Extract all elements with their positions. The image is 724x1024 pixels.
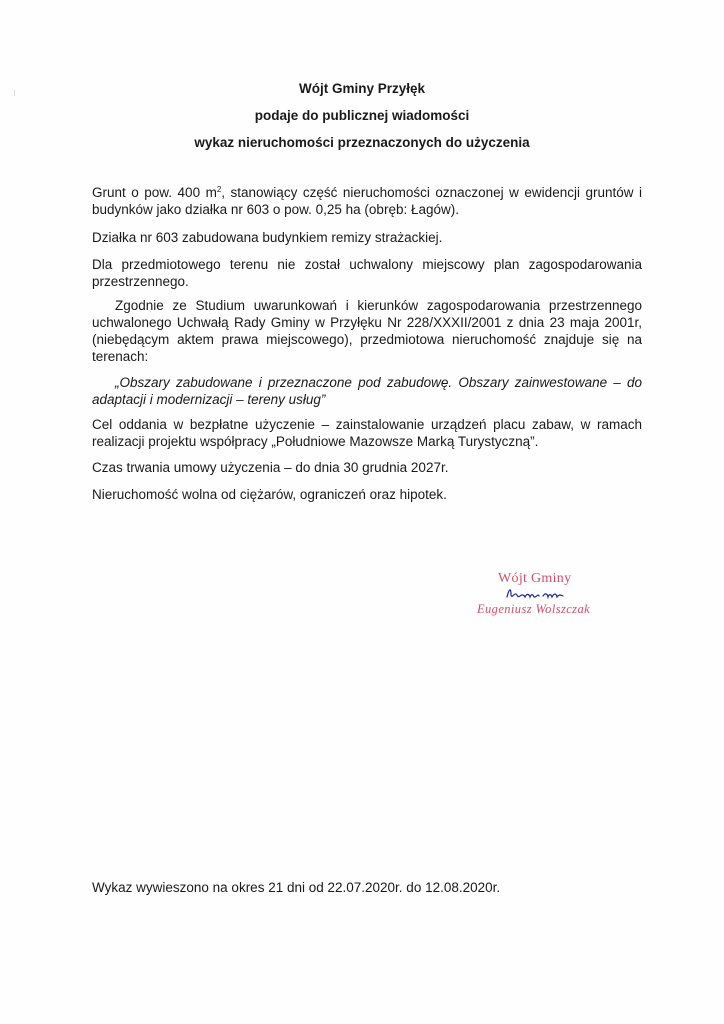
paragraph-land-designation-quote: „Obszary zabudowane i przeznaczone pod zabudowę. Obszary zainwestowane – do adaptacji i modernizacji – tereny usług” <box>92 375 642 407</box>
paragraph-purpose: Cel oddania w bezpłatne użyczenie – zainstalowanie urządzeń placu zabaw, w ramach realizacji projektu współpracy „Południowe Mazowsze Marką Turystyczną”. <box>92 417 642 449</box>
paragraph-land-description <box>92 184 642 218</box>
handwritten-signature <box>505 585 567 601</box>
paragraph-building: Działka nr 603 zabudowana budynkiem remizy strażackiej. <box>92 230 443 245</box>
paragraph-encumbrances: Nieruchomość wolna od ciężarów, ograniczeń oraz hipotek. <box>92 487 447 502</box>
stamp-name: Eugeniusz Wolszczak <box>477 602 591 616</box>
area-unit-superscript: 2 <box>216 185 222 194</box>
document-author-heading: Wójt Gminy Przyłęk <box>298 81 426 96</box>
land-area-text: Grunt o pow. 400 m <box>92 185 217 200</box>
stamp-title: Wójt Gminy <box>498 571 572 586</box>
paragraph-duration: Czas trwania umowy użyczenia – do dnia 30 grudnia 2027r. <box>92 460 449 475</box>
posting-period-note: Wykaz wywieszono na okres 21 dni od 22.07.2020r. do 12.08.2020r. <box>92 880 501 895</box>
document-announcement-heading: podaje do publicznej wiadomości <box>254 108 470 123</box>
land-parcel-text: , stanowiący część nieruchomości oznaczonej w ewidencji gruntów i budynków jako działka nr 603 o pow. 0,25 ha (obręb: Łagów). <box>92 185 642 217</box>
document-title: wykaz nieruchomości przeznaczonych do użyczenia <box>194 135 530 150</box>
paragraph-study-reference: Zgodnie ze Studium uwarunkowań i kierunków zagospodarowania przestrzennego uchwalonego Uchwałą Rady Gminy w Przyłęku Nr 228/XXXII/2001 z dnia 23 maja 2001r, (niebędącym aktem prawa miejscowego), przedmiotowa nieruchomość znajduje się na terenach: <box>92 298 642 364</box>
paragraph-zoning-plan: Dla przedmiotowego terenu nie został uchwalony miejscowy plan zagospodarowania przestrzennego. <box>92 257 642 289</box>
